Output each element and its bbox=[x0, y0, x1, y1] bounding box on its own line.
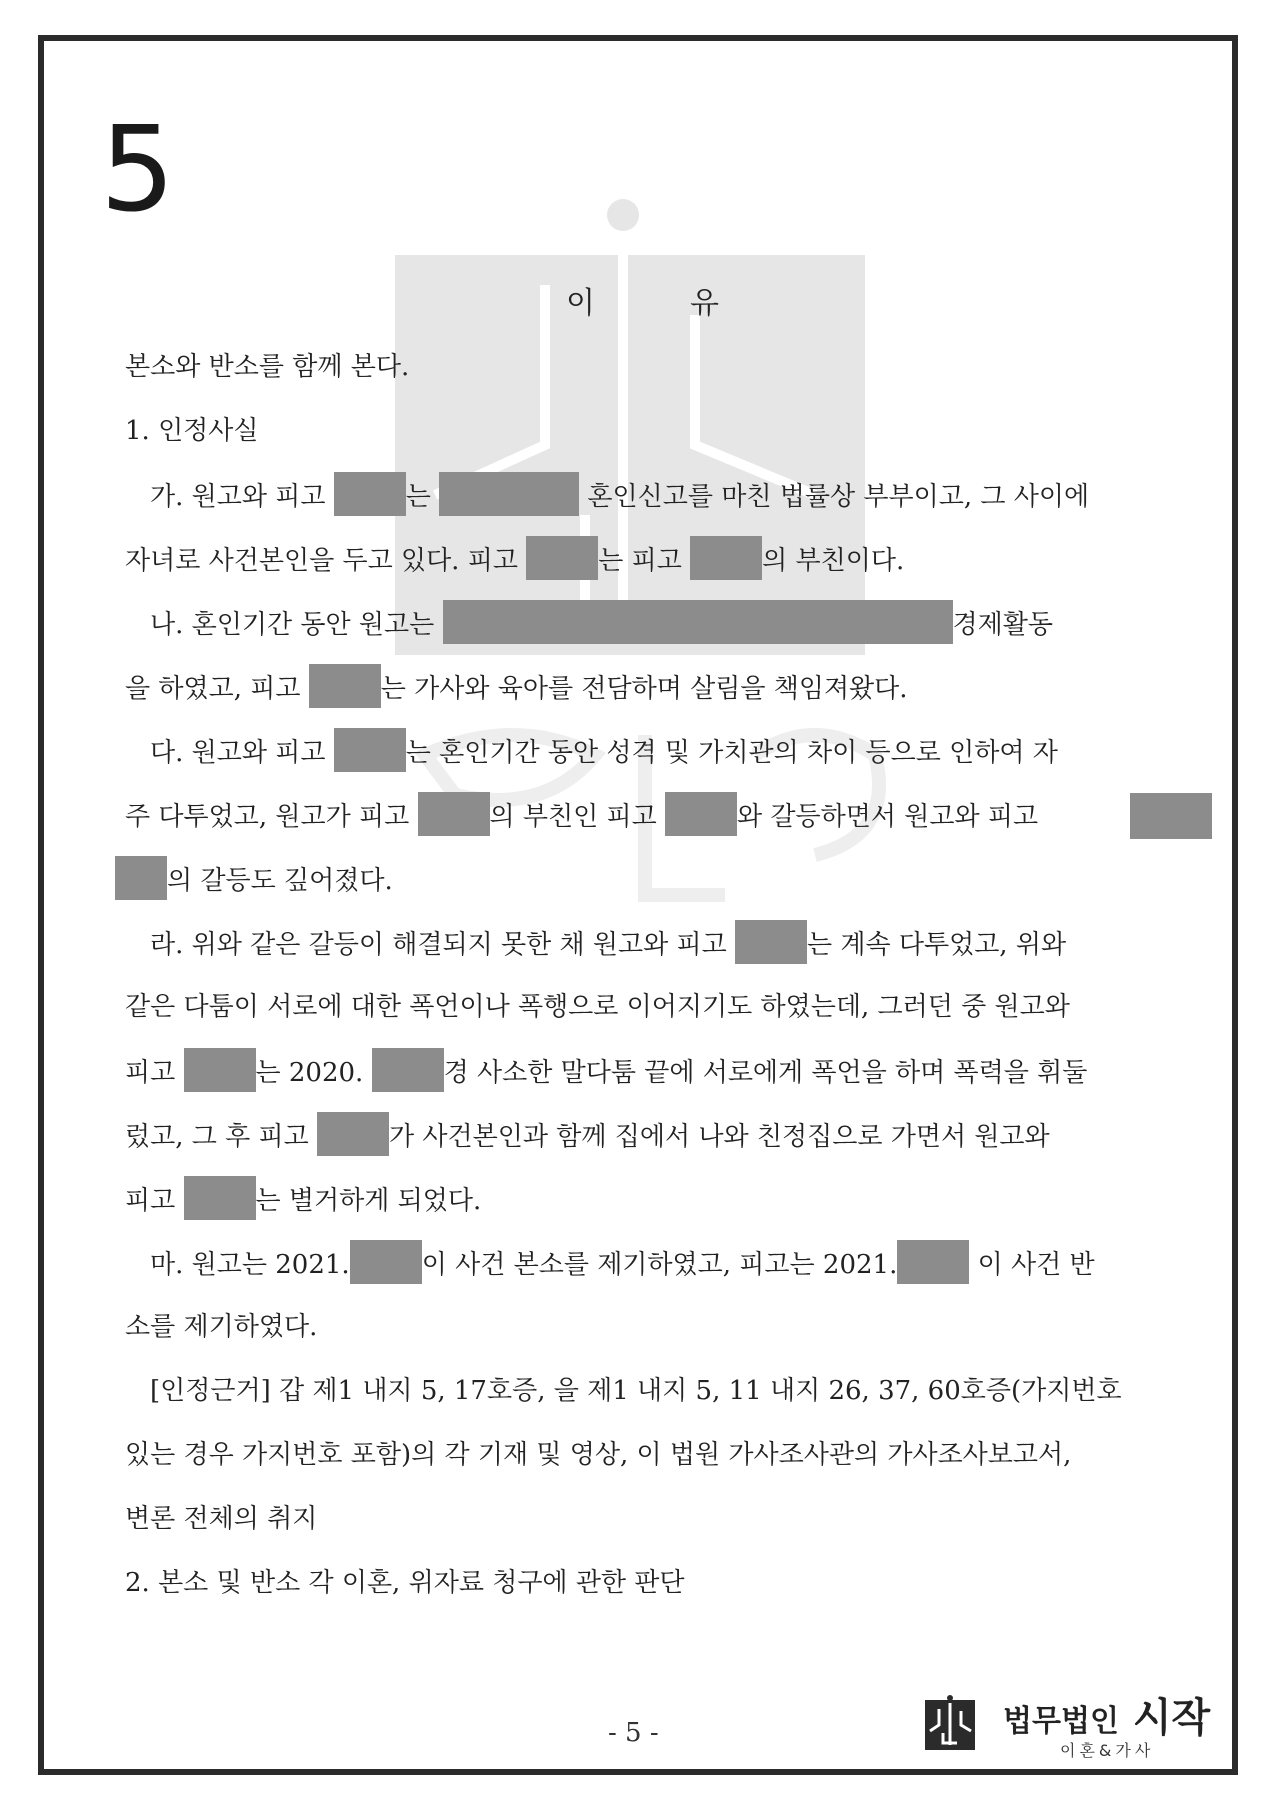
redaction bbox=[184, 1048, 256, 1092]
redaction bbox=[443, 600, 953, 644]
redaction bbox=[309, 664, 381, 708]
body-line: 가. 원고와 피고 는 혼인신고를 마친 법률상 부부이고, 그 사이에 bbox=[150, 480, 1089, 516]
redaction bbox=[115, 856, 167, 900]
law-firm-logo-icon bbox=[925, 1695, 980, 1755]
body-line: 자녀로 사건본인을 두고 있다. 피고 는 피고 의 부친이다. bbox=[125, 544, 904, 580]
body-line: 1. 인정사실 bbox=[125, 416, 259, 446]
body-line: 을 하였고, 피고 는 가사와 육아를 전담하며 살림을 책임져왔다. bbox=[125, 672, 908, 708]
redaction bbox=[334, 472, 406, 516]
redaction bbox=[1130, 793, 1212, 839]
redaction bbox=[897, 1240, 969, 1284]
redaction bbox=[418, 792, 490, 836]
body-line: 렀고, 그 후 피고 가 사건본인과 함께 집에서 나와 친정집으로 가면서 원고와 bbox=[125, 1120, 1050, 1156]
redaction bbox=[317, 1112, 389, 1156]
redaction bbox=[690, 536, 762, 580]
body-line: 본소와 반소를 함께 본다. bbox=[125, 352, 410, 382]
body-line: 소를 제기하였다. bbox=[125, 1312, 318, 1342]
body-line: 있는 경우 가지번호 포함)의 각 기재 및 영상, 이 법원 가사조사관의 가사조사보고서, bbox=[125, 1440, 1072, 1470]
section-title-right: 유 bbox=[690, 286, 719, 321]
body-line: 다. 원고와 피고 는 혼인기간 동안 성격 및 가치관의 차이 등으로 인하여 자 bbox=[150, 736, 1058, 772]
body-line: 주 다투었고, 원고가 피고 의 부친인 피고 와 갈등하면서 원고와 피고 bbox=[125, 800, 1038, 836]
redaction bbox=[350, 1240, 422, 1284]
body-line: 라. 위와 같은 갈등이 해결되지 못한 채 원고와 피고 는 계속 다투었고, 위와 bbox=[150, 928, 1066, 964]
page-number-large: 5 bbox=[100, 100, 176, 238]
redaction bbox=[439, 472, 579, 516]
body-line: 2. 본소 및 반소 각 이혼, 위자료 청구에 관한 판단 bbox=[125, 1568, 685, 1598]
body-line: 마. 원고는 2021. 이 사건 본소를 제기하였고, 피고는 2021. 이 사건 반 bbox=[150, 1248, 1095, 1284]
redaction bbox=[184, 1176, 256, 1220]
redaction bbox=[665, 792, 737, 836]
footer-page-number: - 5 - bbox=[608, 1718, 659, 1748]
body-line: 피고 는 별거하게 되었다. bbox=[125, 1184, 481, 1220]
section-title-left: 이 bbox=[566, 286, 595, 321]
redaction bbox=[735, 920, 807, 964]
body-line: 변론 전체의 취지 bbox=[125, 1504, 318, 1534]
redaction bbox=[334, 728, 406, 772]
redaction bbox=[372, 1048, 444, 1092]
body-line: 나. 혼인기간 동안 원고는 경제활동 bbox=[150, 608, 1053, 644]
body-line: [인정근거] 갑 제1 내지 5, 17호증, 을 제1 내지 5, 11 내지 26, 37, 60호증(가지번호 bbox=[150, 1376, 1122, 1406]
body-line: 의 갈등도 깊어졌다. bbox=[125, 864, 393, 900]
redaction bbox=[526, 536, 598, 580]
body-line: 피고 는 2020. 경 사소한 말다툼 끝에 서로에게 폭언을 하며 폭력을 휘둘 bbox=[125, 1056, 1087, 1092]
body-line: 같은 다툼이 서로에 대한 폭언이나 폭행으로 이어지기도 하였는데, 그러던 중 원고와 bbox=[125, 992, 1070, 1022]
law-firm-name: 법무법인 시작 bbox=[1003, 1695, 1211, 1741]
law-firm-subtitle: 이혼&가사 bbox=[1060, 1741, 1155, 1760]
